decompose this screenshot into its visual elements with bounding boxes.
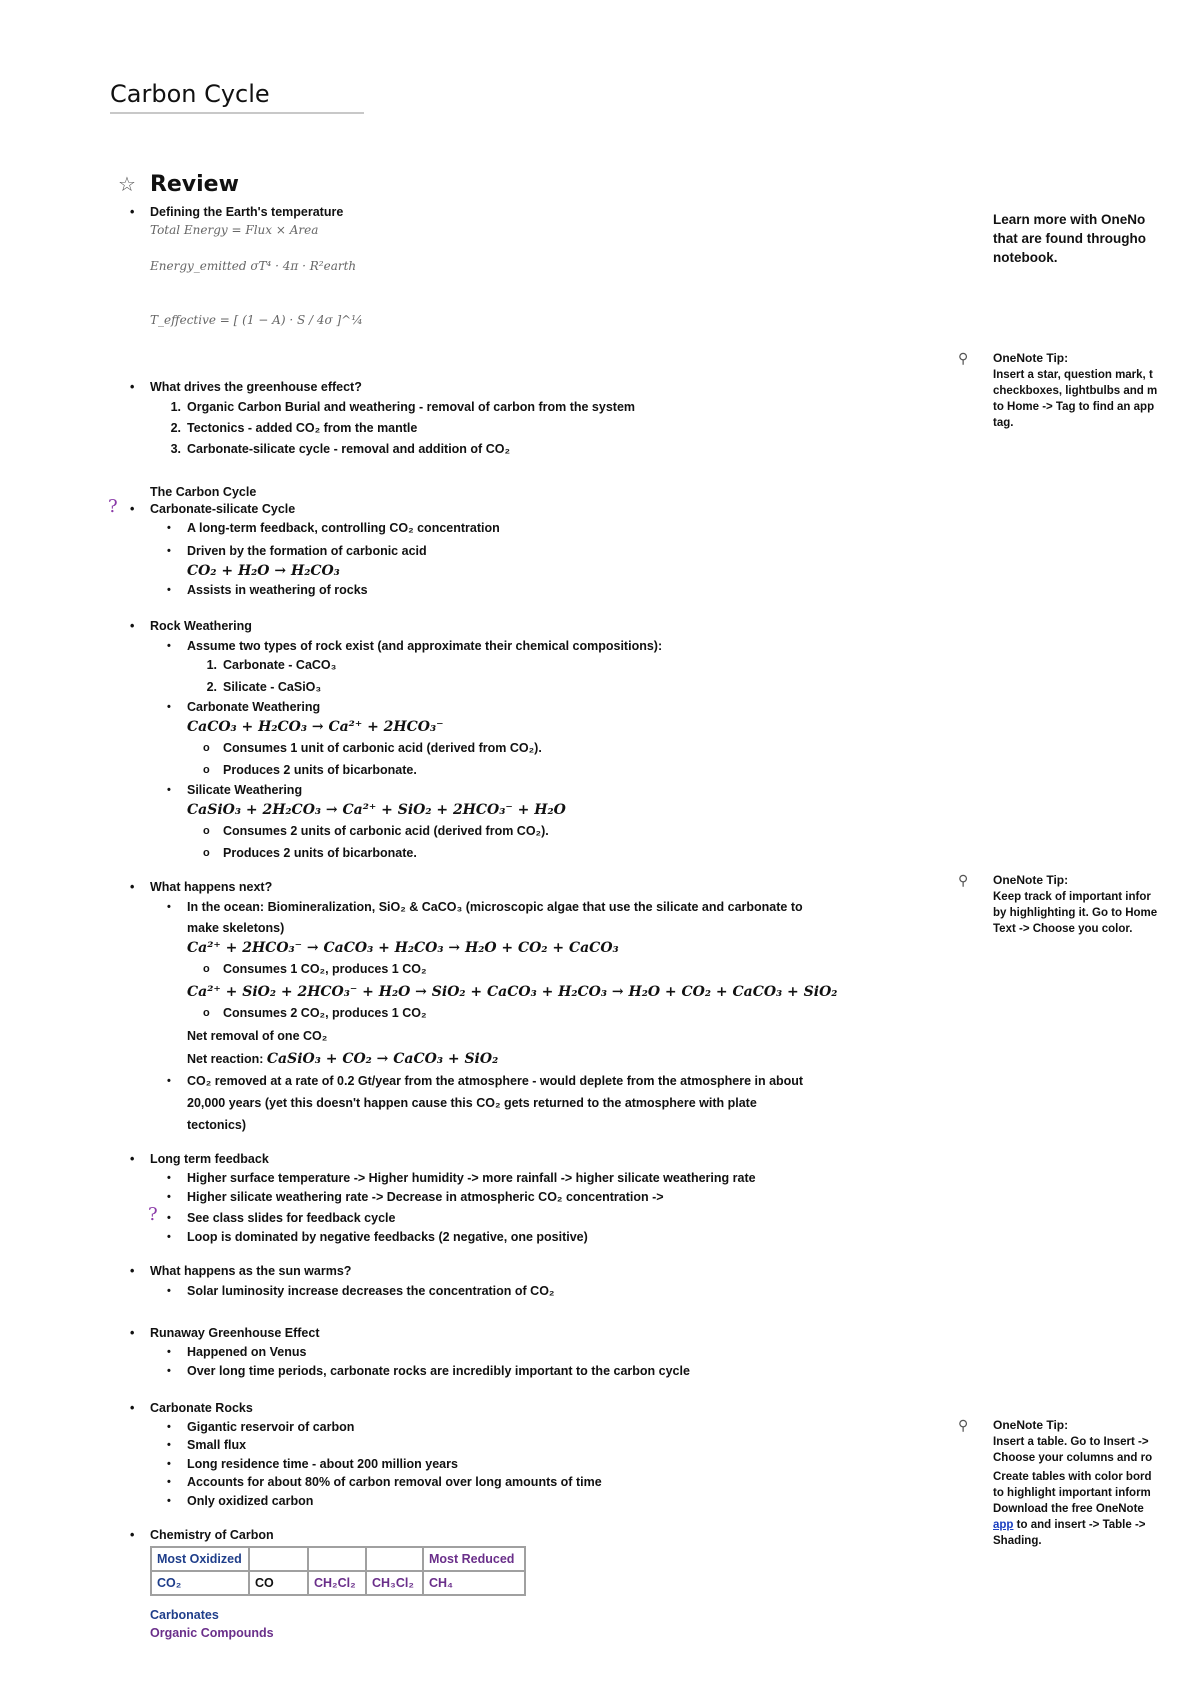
list-item: • Assists in weathering of rocks [187,580,368,600]
list-item: • A long-term feedback, controlling CO₂ concentration [187,518,500,538]
list-item-continuation: make skeletons) [187,921,285,935]
list-item: • Small flux [187,1435,246,1455]
numbered-item: 1. Organic Carbon Burial and weathering - removal of carbon from the system [170,400,636,414]
table-cell: CO₂ [151,1571,249,1595]
table-cell: CH₄ [423,1571,525,1595]
list-item: • What happens next? [150,877,272,897]
equation-effective-temperature: T_effective = [ (1 − A) · S / 4σ ]^¼ [150,313,363,327]
list-item: • Gigantic reservoir of carbon [187,1417,354,1437]
list-item: • In the ocean: Biomineralization, SiO₂ & CaCO₃ (microscopic algae that use the silicate and carbonate to [187,897,803,917]
list-item: o Consumes 1 unit of carbonic acid (derived from CO₂). [223,738,542,758]
list-item: o Produces 2 units of bicarbonate. [223,843,417,863]
sidebar-learn-more: Learn more with OneNo that are found througho notebook. [993,212,1146,265]
list-item: • Long term feedback [150,1149,269,1169]
list-item: • Assume two types of rock exist (and approximate their chemical compositions): [187,636,662,656]
review-heading-text: Review [149,172,239,197]
list-item: • Accounts for about 80% of carbon removal over long amounts of time [187,1472,602,1492]
table-cell: CO [249,1571,308,1595]
page-title: Carbon Cycle [110,80,270,108]
title-underline [110,112,364,114]
list-item: o Consumes 2 CO₂, produces 1 CO₂ [223,1003,427,1023]
list-item: • Over long time periods, carbonate rocks are incredibly important to the carbon cycle [187,1361,690,1381]
net-removal-text: Net removal of one CO₂ [187,1029,328,1043]
equation-carbonate-weathering: CaCO₃ + H₂CO₃ → Ca²⁺ + 2HCO₃⁻ [187,719,444,735]
chemistry-table [150,1546,526,1596]
list-item: • Driven by the formation of carbonic acid [187,541,427,561]
list-item: o Consumes 1 CO₂, produces 1 CO₂ [223,959,427,979]
table-cell [249,1547,308,1571]
list-item: o Consumes 2 units of carbonic acid (derived from CO₂). [223,821,549,841]
list-item: • See class slides for feedback cycle [187,1208,395,1228]
onenote-tip-2: OneNote Tip: Keep track of important infor by highlighting it. Go to Home Text -> Choose you color. [993,873,1158,935]
table-cell: Most Oxidized [151,1547,249,1571]
lightbulb-icon: ⚲ [958,350,969,366]
table-row [151,1571,525,1595]
list-item: o Produces 2 units of bicarbonate. [223,760,417,780]
table-cell [366,1547,423,1571]
onenote-tip-1: OneNote Tip: Insert a star, question mark, t checkboxes, lightbulbs and m to Home -> Tag to find an app tag. [993,351,1158,429]
equation-total-energy: Total Energy = Flux × Area [150,223,319,237]
list-item: • Carbonate-silicate Cycle [150,499,295,519]
numbered-item: 1. Carbonate - CaCO₃ [206,658,337,672]
table-cell: CH₃Cl₂ [366,1571,423,1595]
equation-energy-emitted: Energy_emitted σT⁴ · 4π · R²earth [150,259,357,273]
list-item: • Silicate Weathering [187,780,302,800]
onenote-tip-3: OneNote Tip: Insert a table. Go to Insert -> Choose your columns and ro Create tables with color bord to highlight important inform Download the free OneNote app to and insert -> Table -> Shading. [993,1418,1153,1547]
list-item: • Long residence time - about 200 million years [187,1454,458,1474]
question-mark-icon[interactable]: ? [148,1204,158,1225]
list-item: • Higher silicate weathering rate -> Decrease in atmospheric CO₂ concentration -> [187,1187,664,1207]
numbered-item: 3. Carbonate-silicate cycle - removal and addition of CO₂ [170,442,510,456]
list-item: • Only oxidized carbon [187,1491,313,1511]
numbered-item: 2. Silicate - CaSiO₃ [206,680,322,694]
table-row [151,1547,525,1571]
table-cell: Most Reduced [423,1547,525,1571]
list-item: • What happens as the sun warms? [150,1261,351,1281]
list-item: • Loop is dominated by negative feedbacks (2 negative, one positive) [187,1227,588,1247]
table-cell: CH₂Cl₂ [308,1571,366,1595]
list-item: • CO₂ removed at a rate of 0.2 Gt/year from the atmosphere - would deplete from the atmosphere in about [187,1071,803,1091]
list-item: • What drives the greenhouse effect? [150,377,362,397]
review-heading [118,172,239,197]
list-item: • Rock Weathering [150,616,252,636]
equation-carbonate-biomineralization: Ca²⁺ + 2HCO₃⁻ → CaCO₃ + H₂CO₃ → H₂O + CO₂ + CaCO₃ [187,940,619,956]
list-item: • Chemistry of Carbon [150,1525,274,1545]
lightbulb-icon: ⚲ [958,872,969,888]
equation-carbonic-acid: CO₂ + H₂O → H₂CO₃ [187,563,340,579]
list-item-continuation: 20,000 years (yet this doesn't happen cause this CO₂ gets returned to the atmosphere with plate [187,1096,757,1110]
legend-organic-compounds: Organic Compounds [150,1626,274,1640]
list-item: • Runaway Greenhouse Effect [150,1323,320,1343]
list-item: • Carbonate Weathering [187,697,320,717]
table-cell [308,1547,366,1571]
equation-silicate-biomineralization: Ca²⁺ + SiO₂ + 2HCO₃⁻ + H₂O → SiO₂ + CaCO₃ + H₂CO₃ → H₂O + CO₂ + CaCO₃ + SiO₂ [187,984,838,1000]
list-item: • Happened on Venus [187,1342,306,1362]
numbered-item: 2. Tectonics - added CO₂ from the mantle [170,421,418,435]
question-mark-icon[interactable]: ? [108,496,118,517]
onenote-app-link[interactable]: app [993,1519,1014,1531]
section-heading: The Carbon Cycle [150,485,257,499]
list-item: • Carbonate Rocks [150,1398,253,1418]
list-item: • Solar luminosity increase decreases the concentration of CO₂ [187,1281,554,1301]
net-reaction: Net reaction: CaSiO₃ + CO₂ → CaCO₃ + SiO₂ [187,1051,499,1067]
equation-silicate-weathering: CaSiO₃ + 2H₂CO₃ → Ca²⁺ + SiO₂ + 2HCO₃⁻ + H₂O [187,802,566,818]
lightbulb-icon: ⚲ [958,1417,969,1433]
list-item-continuation: tectonics) [187,1118,247,1132]
star-icon[interactable]: ☆ [118,172,136,196]
list-item: • Higher surface temperature -> Higher humidity -> more rainfall -> higher silicate weathering rate [187,1168,756,1188]
list-item: • Defining the Earth's temperature [150,202,343,222]
legend-carbonates: Carbonates [150,1608,219,1622]
